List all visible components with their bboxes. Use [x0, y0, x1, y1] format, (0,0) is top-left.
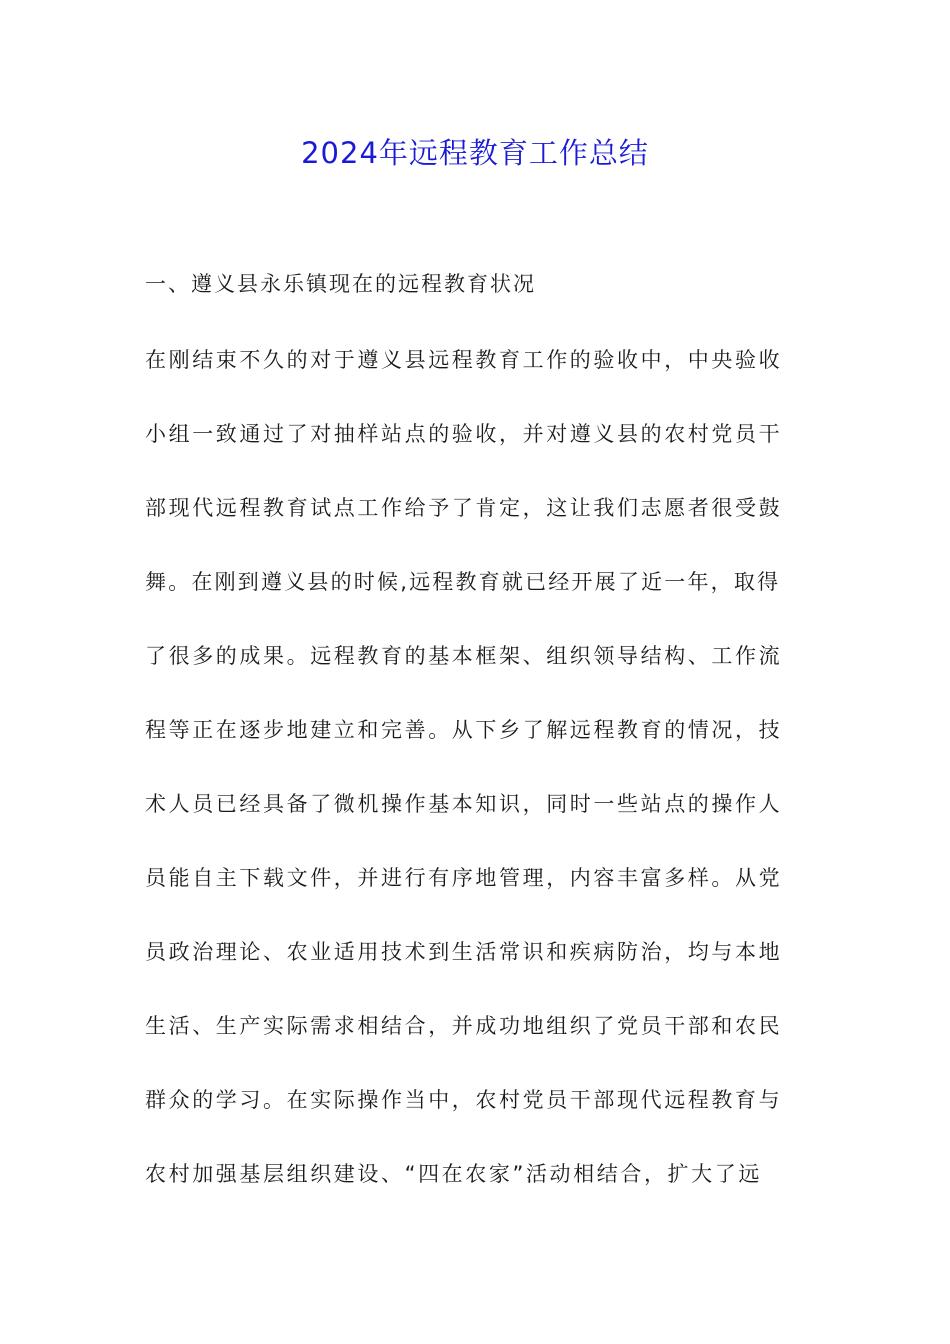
- paragraph-line: 了很多的成果。远程教育的基本框架、组织领导结构、工作流: [145, 644, 783, 668]
- paragraph-line: 群众的学习。在实际操作当中，农村党员干部现代远程教育与: [145, 1088, 783, 1112]
- paragraph-line: 在刚结束不久的对于遵义县远程教育工作的验收中，中央验收: [145, 348, 783, 372]
- paragraph-line: 小组一致通过了对抽样站点的验收，并对遵义县的农村党员干: [145, 422, 783, 446]
- paragraph-line: 程等正在逐步地建立和完善。从下乡了解远程教育的情况，技: [145, 718, 783, 742]
- document-title: 2024年远程教育工作总结: [301, 136, 649, 170]
- paragraph-line: 农村加强基层组织建设、“四在农家”活动相结合，扩大了远: [145, 1162, 762, 1186]
- section-heading: 一、遵义县永乐镇现在的远程教育状况: [145, 272, 536, 296]
- paragraph-line: 员能自主下载文件，并进行有序地管理，内容丰富多样。从党: [145, 866, 783, 890]
- paragraph-line: 术人员已经具备了微机操作基本知识，同时一些站点的操作人: [145, 792, 783, 816]
- paragraph-line: 舞。在刚到遵义县的时候,远程教育就已经开展了近一年，取得: [145, 570, 781, 594]
- paragraph-line: 部现代远程教育试点工作给予了肯定，这让我们志愿者很受鼓: [145, 496, 783, 520]
- paragraph-line: 生活、生产实际需求相结合，并成功地组织了党员干部和农民: [145, 1014, 783, 1038]
- paragraph-line: 员政治理论、农业适用技术到生活常识和疾病防治，均与本地: [145, 940, 783, 964]
